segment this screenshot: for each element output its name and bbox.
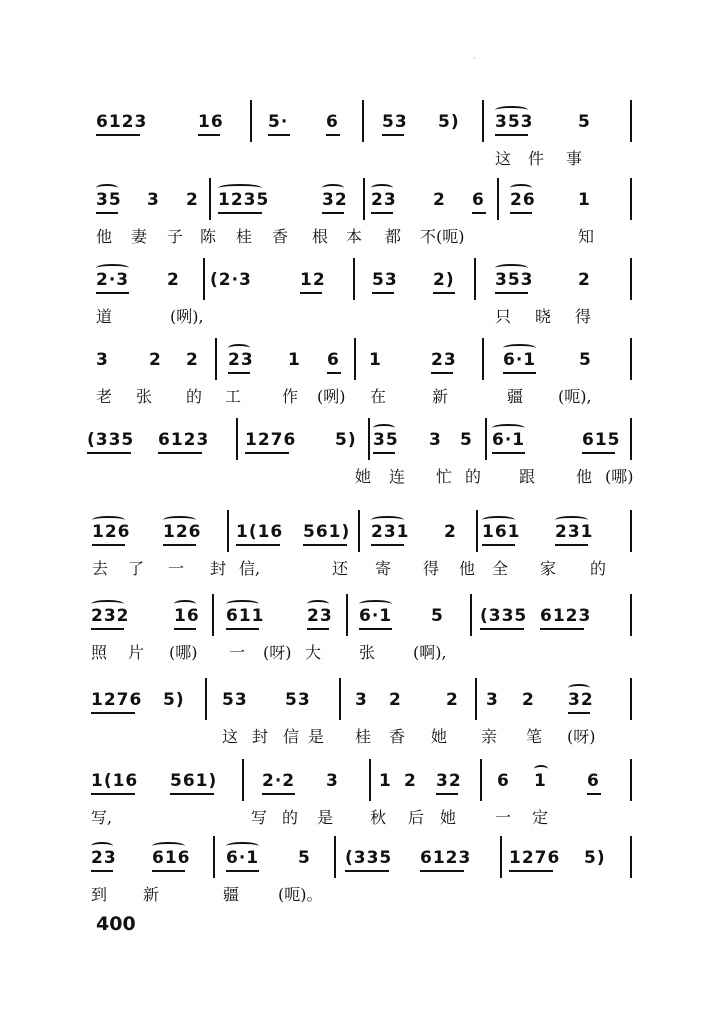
barline: [227, 510, 229, 552]
duration-underline: [359, 628, 392, 630]
duration-underline: [472, 212, 486, 214]
jianpu-note-group: 53: [382, 112, 408, 132]
barline: [205, 678, 207, 720]
jianpu-note-group: 611: [226, 606, 265, 626]
slur-mark: [510, 184, 532, 192]
duration-underline: [226, 870, 259, 872]
duration-underline: [510, 212, 532, 214]
score-system: [0, 771, 710, 851]
lyric-char: 作: [282, 387, 299, 406]
jianpu-note-group: (335: [480, 606, 528, 626]
slur-mark: [96, 184, 118, 192]
jianpu-note-group: 2: [433, 190, 446, 210]
lyric-char: 桂: [236, 227, 253, 246]
score-system: [0, 350, 710, 430]
lyric-char: 是: [308, 727, 325, 746]
lyric-char: 子: [167, 227, 184, 246]
duration-underline: [555, 544, 588, 546]
barline: [475, 678, 477, 720]
page-number: 400: [96, 913, 136, 935]
duration-underline: [158, 452, 202, 454]
jianpu-note-group: 5: [298, 848, 311, 868]
jianpu-note-group: 1(16: [236, 522, 284, 542]
lyric-char: (咧): [317, 387, 346, 406]
jianpu-note-group: 23: [307, 606, 333, 626]
jianpu-note-group: 32: [568, 690, 594, 710]
jianpu-note-group: 1: [288, 350, 301, 370]
slur-mark: [218, 184, 262, 192]
lyric-char: 到: [91, 885, 108, 904]
duration-underline: [371, 212, 393, 214]
slur-mark: [534, 765, 548, 773]
barline: [334, 836, 336, 878]
barline: [369, 759, 371, 801]
jianpu-note-group: 5): [584, 848, 606, 868]
slur-mark: [371, 184, 393, 192]
jianpu-note-group: 1235: [218, 190, 270, 210]
duration-underline: [91, 628, 124, 630]
lyric-char: 信,: [239, 559, 261, 578]
jianpu-note-group: 2: [446, 690, 459, 710]
jianpu-note-group: 1: [379, 771, 392, 791]
lyric-char: 秋: [370, 808, 387, 827]
barline: [474, 258, 476, 300]
duration-underline: [582, 452, 615, 454]
barline: [630, 510, 632, 552]
duration-underline: [170, 793, 214, 795]
jianpu-note-group: 26: [510, 190, 536, 210]
score-system: [0, 112, 710, 192]
lyric-char: 老: [96, 387, 113, 406]
barline: [482, 338, 484, 380]
lyric-char: (咧),: [170, 307, 204, 326]
duration-underline: [174, 628, 196, 630]
jianpu-note-group: 6123: [420, 848, 472, 868]
jianpu-note-group: 3: [326, 771, 339, 791]
duration-underline: [87, 452, 131, 454]
lyric-char: 陈: [200, 227, 217, 246]
lyric-char: 在: [370, 387, 387, 406]
barline: [630, 678, 632, 720]
duration-underline: [431, 372, 453, 374]
slur-mark: [226, 842, 259, 850]
jianpu-note-group: 161: [482, 522, 521, 542]
jianpu-note-group: 6: [587, 771, 600, 791]
lyric-char: 的: [282, 808, 299, 827]
jianpu-note-group: 1(16: [91, 771, 139, 791]
barline: [236, 418, 238, 460]
barline: [215, 338, 217, 380]
jianpu-note-group: 1276: [245, 430, 297, 450]
duration-underline: [245, 452, 289, 454]
slur-mark: [492, 424, 525, 432]
barline: [358, 510, 360, 552]
slur-mark: [371, 516, 404, 524]
lyric-char: 道: [96, 307, 113, 326]
lyric-char: (哪): [169, 643, 198, 662]
lyric-char: 照: [91, 643, 108, 662]
lyric-char: (哪): [605, 467, 634, 486]
lyric-char: 根: [312, 227, 329, 246]
lyric-char: 了: [128, 559, 145, 578]
duration-underline: [226, 628, 259, 630]
jianpu-note-group: 232: [91, 606, 130, 626]
score-system: [0, 190, 710, 270]
jianpu-note-group: 2: [578, 270, 591, 290]
barline: [354, 338, 356, 380]
lyric-char: 笔: [526, 727, 543, 746]
lyric-char: 晓: [535, 307, 552, 326]
lyric-char: 事: [566, 149, 583, 168]
duration-underline: [326, 134, 340, 136]
lyric-char: 张: [136, 387, 153, 406]
barline: [242, 759, 244, 801]
lyric-char: 一: [495, 808, 512, 827]
jianpu-note-group: 6: [327, 350, 340, 370]
jianpu-note-group: 2: [444, 522, 457, 542]
duration-underline: [91, 793, 135, 795]
slur-mark: [503, 344, 536, 352]
lyric-char: 跟: [519, 467, 536, 486]
jianpu-note-group: 5): [163, 690, 185, 710]
jianpu-note-group: 6: [497, 771, 510, 791]
duration-underline: [152, 870, 185, 872]
lyric-char: 片: [128, 643, 145, 662]
lyric-char: 家: [540, 559, 557, 578]
lyric-char: 件: [528, 149, 545, 168]
barline: [346, 594, 348, 636]
jianpu-note-group: 2: [522, 690, 535, 710]
barline: [353, 258, 355, 300]
barline: [630, 100, 632, 142]
lyric-char: 她: [355, 467, 372, 486]
jianpu-note-group: 2: [167, 270, 180, 290]
corner-mark: ·: [473, 54, 476, 63]
lyric-char: 他: [576, 467, 593, 486]
jianpu-note-group: 615: [582, 430, 621, 450]
duration-underline: [91, 712, 135, 714]
slur-mark: [152, 842, 185, 850]
barline: [630, 178, 632, 220]
jianpu-note-group: 3: [355, 690, 368, 710]
duration-underline: [163, 544, 196, 546]
lyric-char: 的: [590, 559, 607, 578]
jianpu-note-group: 5: [431, 606, 444, 626]
duration-underline: [382, 134, 404, 136]
barline: [209, 178, 211, 220]
lyric-char: 他: [96, 227, 113, 246]
duration-underline: [300, 292, 322, 294]
jianpu-note-group: 1: [578, 190, 591, 210]
jianpu-note-group: 6·1: [226, 848, 260, 868]
lyric-char: 妻: [131, 227, 148, 246]
duration-underline: [433, 292, 455, 294]
duration-underline: [92, 544, 125, 546]
jianpu-note-group: 35: [373, 430, 399, 450]
barline: [363, 178, 365, 220]
lyric-char: 忙: [436, 467, 453, 486]
jianpu-note-group: 5): [335, 430, 357, 450]
lyric-char: 工: [225, 387, 242, 406]
score-system: [0, 690, 710, 770]
jianpu-note-group: (335: [345, 848, 393, 868]
lyric-char: 一: [168, 559, 185, 578]
score-system: [0, 522, 710, 602]
barline: [203, 258, 205, 300]
jianpu-note-group: 53: [372, 270, 398, 290]
jianpu-note-group: 2: [186, 350, 199, 370]
lyric-char: 这: [222, 727, 239, 746]
jianpu-note-group: (335: [87, 430, 135, 450]
lyric-char: 一: [229, 643, 246, 662]
slur-mark: [568, 684, 590, 692]
jianpu-note-group: 23: [91, 848, 117, 868]
lyric-char: 都: [385, 227, 402, 246]
lyric-char: (啊),: [413, 643, 447, 662]
duration-underline: [322, 212, 344, 214]
lyric-char: 封: [210, 559, 227, 578]
lyric-char: 大: [305, 643, 322, 662]
lyric-char: 本: [346, 227, 363, 246]
lyric-char: 写: [251, 808, 268, 827]
jianpu-note-group: 2·2: [262, 771, 296, 791]
duration-underline: [91, 870, 113, 872]
slur-mark: [482, 516, 515, 524]
jianpu-note-group: 1276: [509, 848, 561, 868]
slur-mark: [163, 516, 196, 524]
lyric-char: 的: [465, 467, 482, 486]
jianpu-note-group: 2·3: [96, 270, 130, 290]
jianpu-note-group: 6: [472, 190, 485, 210]
duration-underline: [262, 793, 295, 795]
jianpu-note-group: 32: [436, 771, 462, 791]
duration-underline: [503, 372, 536, 374]
jianpu-note-group: 561): [170, 771, 218, 791]
barline: [485, 418, 487, 460]
lyric-char: 写,: [91, 808, 113, 827]
barline: [630, 594, 632, 636]
jianpu-note-group: 126: [163, 522, 202, 542]
duration-underline: [307, 628, 329, 630]
duration-underline: [495, 292, 528, 294]
jianpu-note-group: 6·1: [492, 430, 526, 450]
slur-mark: [91, 600, 124, 608]
barline: [630, 338, 632, 380]
jianpu-note-group: 6123: [540, 606, 592, 626]
jianpu-note-group: 5: [578, 112, 591, 132]
duration-underline: [372, 292, 394, 294]
slur-mark: [92, 516, 125, 524]
lyric-char: 这: [495, 149, 512, 168]
jianpu-note-group: (2·3: [210, 270, 252, 290]
duration-underline: [96, 212, 118, 214]
slur-mark: [91, 842, 113, 850]
jianpu-note-group: 126: [92, 522, 131, 542]
jianpu-note-group: 6·1: [359, 606, 393, 626]
barline: [630, 759, 632, 801]
duration-underline: [480, 628, 524, 630]
lyric-char: (呀): [567, 727, 596, 746]
jianpu-note-group: 53: [222, 690, 248, 710]
barline: [339, 678, 341, 720]
barline: [250, 100, 252, 142]
barline: [480, 759, 482, 801]
lyric-char: 她: [431, 727, 448, 746]
jianpu-note-group: 1: [534, 771, 547, 791]
jianpu-note-group: 2: [149, 350, 162, 370]
duration-underline: [373, 452, 395, 454]
jianpu-note-group: 5·: [268, 112, 289, 132]
duration-underline: [96, 292, 129, 294]
barline: [476, 510, 478, 552]
slur-mark: [322, 184, 344, 192]
duration-underline: [509, 870, 553, 872]
barline: [213, 836, 215, 878]
jianpu-note-group: 3: [429, 430, 442, 450]
jianpu-note-group: 353: [495, 112, 534, 132]
duration-underline: [198, 134, 220, 136]
lyric-char: 还: [332, 559, 349, 578]
duration-underline: [482, 544, 515, 546]
lyric-char: 是: [317, 808, 334, 827]
barline: [470, 594, 472, 636]
lyric-char: 他: [459, 559, 476, 578]
score-system: [0, 430, 710, 510]
jianpu-note-group: 5: [579, 350, 592, 370]
jianpu-note-group: 16: [174, 606, 200, 626]
lyric-char: 香: [389, 727, 406, 746]
jianpu-note-group: 35: [96, 190, 122, 210]
jianpu-note-group: 3: [486, 690, 499, 710]
duration-underline: [268, 134, 290, 136]
lyric-char: 疆: [223, 885, 240, 904]
duration-underline: [228, 372, 250, 374]
lyric-char: (呃),: [558, 387, 592, 406]
duration-underline: [587, 793, 601, 795]
slur-mark: [373, 424, 395, 432]
jianpu-note-group: 23: [371, 190, 397, 210]
slur-mark: [359, 600, 392, 608]
jianpu-note-group: 353: [495, 270, 534, 290]
duration-underline: [303, 544, 347, 546]
jianpu-note-group: 6123: [158, 430, 210, 450]
slur-mark: [495, 264, 528, 272]
slur-mark: [174, 600, 196, 608]
duration-underline: [540, 628, 584, 630]
barline: [362, 100, 364, 142]
jianpu-note-group: 16: [198, 112, 224, 132]
jianpu-note-group: 6: [326, 112, 339, 132]
jianpu-note-group: 32: [322, 190, 348, 210]
lyric-char: 得: [423, 559, 440, 578]
duration-underline: [345, 870, 389, 872]
barline: [630, 836, 632, 878]
lyric-char: 她: [440, 808, 457, 827]
lyric-char: 得: [575, 307, 592, 326]
lyric-char: 封: [252, 727, 269, 746]
lyric-char: 新: [143, 885, 160, 904]
jianpu-note-group: 6123: [96, 112, 148, 132]
jianpu-note-group: 3: [147, 190, 160, 210]
duration-underline: [568, 712, 590, 714]
lyric-char: 信: [283, 727, 300, 746]
duration-underline: [495, 134, 528, 136]
lyric-char: 桂: [355, 727, 372, 746]
slur-mark: [495, 106, 528, 114]
lyric-char: 只: [495, 307, 512, 326]
lyric-char: 全: [492, 559, 509, 578]
jianpu-note-group: 5: [460, 430, 473, 450]
duration-underline: [436, 793, 458, 795]
score-system: [0, 606, 710, 686]
lyric-char: 新: [432, 387, 449, 406]
barline: [630, 418, 632, 460]
jianpu-note-group: 5): [438, 112, 460, 132]
jianpu-note-group: 616: [152, 848, 191, 868]
lyric-char: 张: [359, 643, 376, 662]
jianpu-note-group: 12: [300, 270, 326, 290]
jianpu-note-group: 1: [369, 350, 382, 370]
barline: [630, 258, 632, 300]
jianpu-note-group: 2: [186, 190, 199, 210]
duration-underline: [492, 452, 525, 454]
jianpu-note-group: 53: [285, 690, 311, 710]
duration-underline: [218, 212, 262, 214]
jianpu-note-group: 2: [389, 690, 402, 710]
jianpu-note-group: 1276: [91, 690, 143, 710]
lyric-char: 的: [186, 387, 203, 406]
slur-mark: [96, 264, 129, 272]
lyric-char: 连: [389, 467, 406, 486]
jianpu-note-group: 23: [228, 350, 254, 370]
jianpu-note-group: 231: [555, 522, 594, 542]
duration-underline: [371, 544, 404, 546]
lyric-char: (呃)。: [278, 885, 323, 904]
jianpu-note-group: 6·1: [503, 350, 537, 370]
lyric-char: 疆: [507, 387, 524, 406]
duration-underline: [420, 870, 464, 872]
duration-underline: [236, 544, 280, 546]
lyric-char: 寄: [375, 559, 392, 578]
slur-mark: [307, 600, 329, 608]
duration-underline: [96, 134, 140, 136]
lyric-char: 定: [532, 808, 549, 827]
jianpu-note-group: 2: [404, 771, 417, 791]
barline: [212, 594, 214, 636]
lyric-char: 知: [578, 227, 595, 246]
barline: [500, 836, 502, 878]
jianpu-note-group: 231: [371, 522, 410, 542]
jianpu-note-group: 561): [303, 522, 351, 542]
lyric-char: 亲: [481, 727, 498, 746]
slur-mark: [555, 516, 588, 524]
lyric-char: 后: [408, 808, 425, 827]
jianpu-note-group: 23: [431, 350, 457, 370]
slur-mark: [226, 600, 259, 608]
lyric-char: (呀): [263, 643, 292, 662]
barline: [497, 178, 499, 220]
lyric-char: 去: [92, 559, 109, 578]
duration-underline: [327, 372, 341, 374]
jianpu-note-group: 2): [433, 270, 455, 290]
barline: [368, 418, 370, 460]
lyric-char: 不(呃): [420, 227, 465, 246]
slur-mark: [228, 344, 250, 352]
lyric-char: 香: [272, 227, 289, 246]
barline: [482, 100, 484, 142]
jianpu-note-group: 3: [96, 350, 109, 370]
